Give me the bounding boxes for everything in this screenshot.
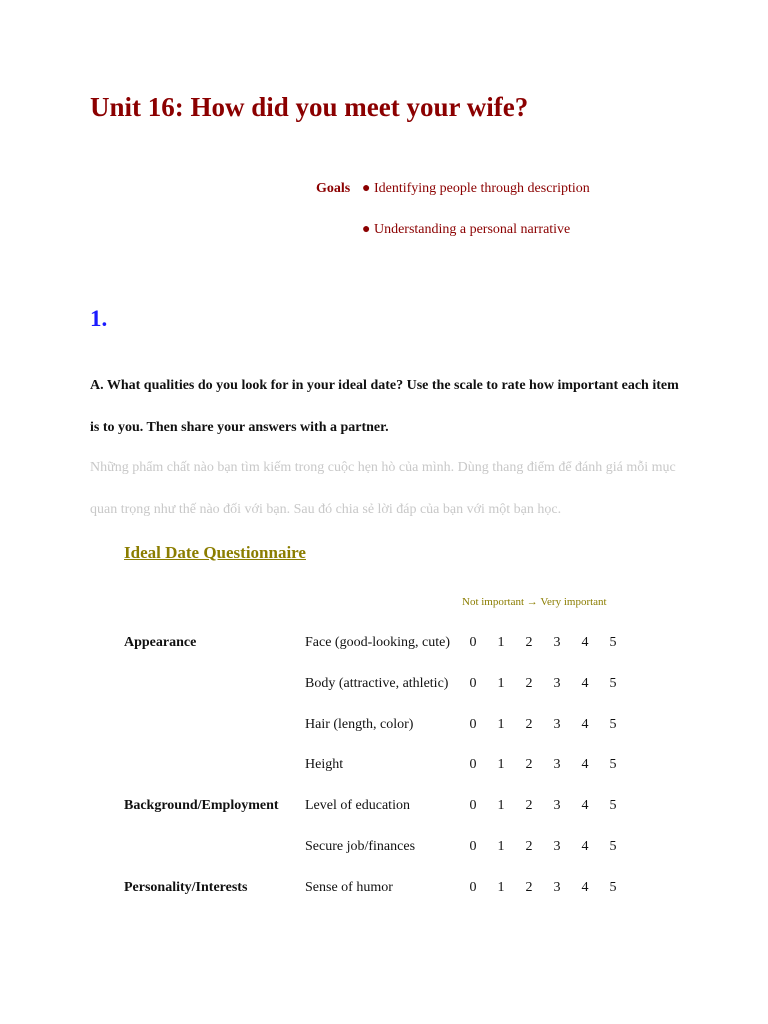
scale-option-2[interactable]: 2 [525, 635, 533, 650]
goal-item: ● Understanding a personal narrative [362, 222, 571, 237]
section-number: 1. [90, 306, 108, 331]
goal-item: ● Identifying people through description [362, 181, 590, 196]
item-label: Body (attractive, athletic) [305, 675, 449, 691]
goals-label: Goals [316, 181, 351, 196]
questionnaire-row [0, 635, 768, 659]
item-label: Hair (length, color) [305, 716, 414, 732]
scale-option-5[interactable]: 5 [609, 879, 617, 895]
questionnaire-row [0, 717, 768, 741]
scale-option-2[interactable]: 2 [525, 839, 533, 854]
scale-option-4[interactable]: 4 [581, 879, 589, 895]
scale-option-1[interactable]: 1 [497, 675, 505, 691]
scale-option-4[interactable]: 4 [581, 839, 589, 854]
scale-option-1[interactable]: 1 [497, 757, 505, 773]
scale-option-2[interactable]: 2 [525, 757, 533, 773]
scale-option-3[interactable]: 3 [553, 879, 561, 895]
scale-option-0[interactable]: 0 [469, 879, 477, 895]
scale-option-5[interactable]: 5 [609, 798, 617, 814]
scale-option-3[interactable]: 3 [553, 757, 561, 773]
scale-option-3[interactable]: 3 [553, 675, 561, 691]
scale-option-4[interactable]: 4 [581, 635, 589, 650]
scale-option-0[interactable]: 0 [469, 757, 477, 773]
category-label: Personality/Interests [124, 879, 248, 895]
scale-option-2[interactable]: 2 [525, 798, 533, 814]
scale-option-2[interactable]: 2 [525, 716, 533, 732]
page-title: Unit 16: How did you meet your wife? [90, 92, 529, 122]
scale-option-1[interactable]: 1 [497, 879, 505, 895]
scale-option-3[interactable]: 3 [553, 635, 561, 650]
questionnaire-row [0, 757, 768, 781]
scale-option-2[interactable]: 2 [525, 879, 533, 895]
scale-option-1[interactable]: 1 [497, 635, 505, 650]
instruction-line: is to you. Then share your answers with a partner. [90, 420, 389, 435]
scale-option-1[interactable]: 1 [497, 716, 505, 732]
category-label: Background/Employment [124, 798, 279, 814]
category-label: Appearance [124, 635, 197, 650]
questionnaire-title: Ideal Date Questionnaire [124, 543, 306, 562]
item-label: Level of education [305, 798, 410, 814]
scale-option-4[interactable]: 4 [581, 757, 589, 773]
item-label: Face (good-looking, cute) [305, 635, 451, 650]
scale-option-0[interactable]: 0 [469, 635, 477, 650]
scale-option-5[interactable]: 5 [609, 675, 617, 691]
scale-option-5[interactable]: 5 [609, 757, 617, 773]
questionnaire-row [0, 839, 768, 863]
scale-option-3[interactable]: 3 [553, 798, 561, 814]
scale-option-0[interactable]: 0 [469, 798, 477, 814]
scale-option-0[interactable]: 0 [469, 716, 477, 732]
translation-line: Những phẩm chất nào bạn tìm kiếm trong cuộc hẹn hò của mình. Dùng thang điểm để đánh giá mỗi mục [90, 460, 676, 475]
scale-option-3[interactable]: 3 [553, 839, 561, 854]
scale-option-4[interactable]: 4 [581, 675, 589, 691]
item-label: Height [305, 757, 344, 773]
scale-option-1[interactable]: 1 [497, 798, 505, 814]
scale-option-0[interactable]: 0 [469, 675, 477, 691]
questionnaire-row [0, 676, 768, 700]
item-label: Sense of humor [305, 879, 393, 895]
scale-option-0[interactable]: 0 [469, 839, 477, 854]
scale-option-5[interactable]: 5 [609, 716, 617, 732]
scale-legend: Not important → Very important [462, 596, 607, 608]
scale-option-1[interactable]: 1 [497, 839, 505, 854]
scale-option-2[interactable]: 2 [525, 675, 533, 691]
scale-option-4[interactable]: 4 [581, 798, 589, 814]
scale-option-5[interactable]: 5 [609, 839, 617, 854]
translation-line: quan trọng như thế nào đối với bạn. Sau đó chia sẻ lời đáp của bạn với một bạn học. [90, 502, 562, 517]
item-label: Secure job/finances [305, 839, 416, 854]
questionnaire-row [0, 798, 768, 822]
questionnaire-row [0, 880, 768, 904]
instruction-line: A. What qualities do you look for in your ideal date? Use the scale to rate how important each item [90, 378, 679, 393]
scale-option-3[interactable]: 3 [553, 716, 561, 732]
scale-option-4[interactable]: 4 [581, 716, 589, 732]
scale-option-5[interactable]: 5 [609, 635, 617, 650]
